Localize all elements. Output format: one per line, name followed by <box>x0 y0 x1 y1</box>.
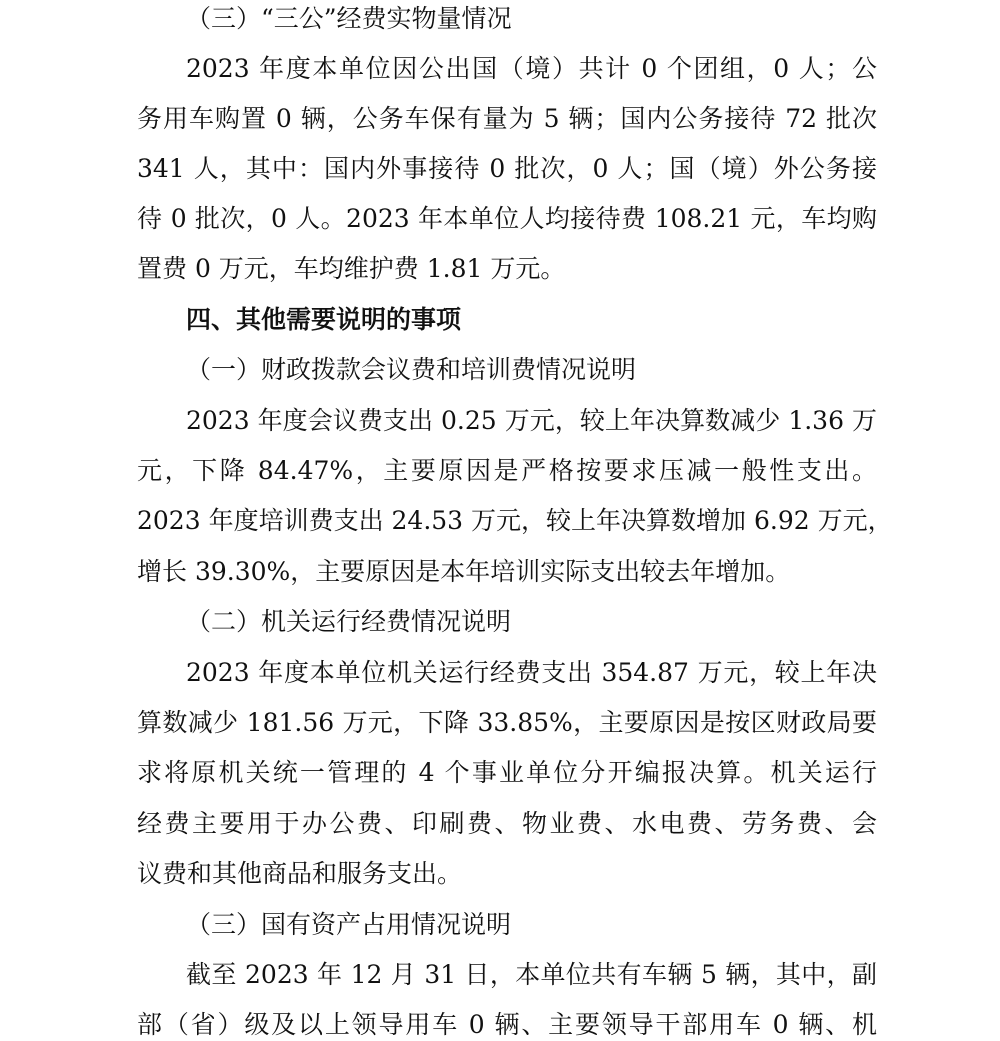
paragraph-line: 增长 39.30%，主要原因是本年培训实际支出较去年增加。 <box>137 557 791 586</box>
paragraph-line: 2023 年度会议费支出 0.25 万元，较上年决算数减少 1.36 万 <box>186 406 877 435</box>
paragraph-line: 求将原机关统一管理的 4 个事业单位分开编报决算。机关运行 <box>137 758 877 787</box>
subsection-heading-state-assets: （三）国有资产占用情况说明 <box>186 910 512 939</box>
subsection-heading-meeting-training: （一）财政拨款会议费和培训费情况说明 <box>186 355 637 384</box>
section-heading-three-public-items: （三）“三公”经费实物量情况 <box>186 4 512 33</box>
subsection-heading-operating-funds: （二）机关运行经费情况说明 <box>186 607 512 636</box>
paragraph-line: 341 人，其中：国内外事接待 0 批次，0 人；国（境）外公务接 <box>137 154 877 183</box>
part-four-heading: 四、其他需要说明的事项 <box>186 305 462 334</box>
paragraph-line: 2023 年度本单位机关运行经费支出 354.87 万元，较上年决 <box>186 658 877 687</box>
paragraph-line: 截至 2023 年 12 月 31 日，本单位共有车辆 5 辆，其中，副 <box>186 960 877 989</box>
paragraph-line: 算数减少 181.56 万元，下降 33.85%，主要原因是按区财政局要 <box>137 708 877 737</box>
paragraph-line: 待 0 批次，0 人。2023 年本单位人均接待费 108.21 元，车均购 <box>137 204 877 233</box>
paragraph-line: 部（省）级及以上领导用车 0 辆、主要领导干部用车 0 辆、机 <box>137 1010 877 1039</box>
paragraph-line: 元，下降 84.47%，主要原因是严格按要求压减一般性支出。 <box>137 456 877 485</box>
paragraph-line: 2023 年度培训费支出 24.53 万元，较上年决算数增加 6.92 万元， <box>137 506 893 535</box>
paragraph-line: 置费 0 万元，车均维护费 1.81 万元。 <box>137 254 566 283</box>
paragraph-line: 务用车购置 0 辆，公务车保有量为 5 辆；国内公务接待 72 批次 <box>137 104 877 133</box>
paragraph-line: 议费和其他商品和服务支出。 <box>137 859 463 888</box>
paragraph-line: 2023 年度本单位因公出国（境）共计 0 个团组，0 人；公 <box>186 54 877 83</box>
paragraph-line: 经费主要用于办公费、印刷费、物业费、水电费、劳务费、会 <box>137 809 877 838</box>
